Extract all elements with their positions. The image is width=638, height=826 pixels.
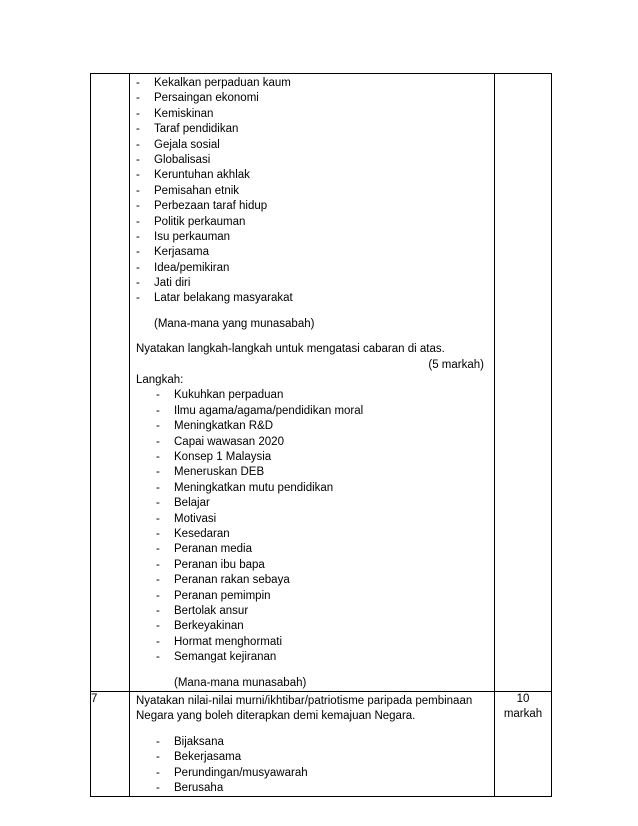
q7-line-1: Nyatakan nilai-nilai murni/ikhtibar/patriotisme paripada pembinaan bbox=[136, 694, 473, 707]
bullet-dash: - bbox=[156, 528, 160, 540]
list-item bbox=[136, 750, 488, 765]
list-item-text: Meneruskan DEB bbox=[174, 466, 265, 479]
list-item bbox=[136, 465, 488, 480]
list-item-text: Belajar bbox=[174, 497, 210, 510]
list-item-text: Peranan rakan sebaya bbox=[174, 574, 290, 587]
list-item bbox=[136, 122, 488, 137]
list-item-text: Capai wawasan 2020 bbox=[174, 435, 284, 448]
list-item-text: Taraf pendidikan bbox=[154, 123, 239, 136]
list-item-text: Isu perkauman bbox=[154, 230, 231, 243]
list-item bbox=[136, 481, 488, 496]
list-item-text: Latar belakang masyarakat bbox=[154, 292, 293, 305]
bullet-dash: - bbox=[156, 781, 160, 794]
q7-marks-value: 10 bbox=[516, 692, 530, 705]
bullet-dash: - bbox=[156, 558, 160, 571]
list-item bbox=[136, 138, 488, 153]
bullet-dash: - bbox=[136, 123, 140, 136]
bullet-dash: - bbox=[156, 451, 160, 464]
list-item bbox=[136, 496, 488, 511]
bullet-dash: - bbox=[136, 184, 140, 197]
bullet-dash: - bbox=[136, 292, 140, 305]
q7-values-list bbox=[136, 735, 488, 797]
steps-list bbox=[136, 388, 488, 665]
list-item bbox=[136, 419, 488, 434]
list-item-text: Perbezaan taraf hidup bbox=[154, 200, 268, 213]
bullet-dash: - bbox=[156, 620, 160, 633]
list-item bbox=[136, 650, 488, 665]
list-item bbox=[136, 261, 488, 276]
list-item-text: Konsep 1 Malaysia bbox=[174, 451, 272, 464]
list-item-text: Bijaksana bbox=[174, 735, 224, 748]
list-item-text: Hormat menghormati bbox=[174, 635, 283, 648]
list-item-text: Jati diri bbox=[154, 277, 191, 290]
bullet-dash: - bbox=[136, 169, 140, 182]
bullet-dash: - bbox=[136, 200, 140, 213]
list-item-text: Kesedaran bbox=[174, 528, 230, 540]
list-item-text: Peranan media bbox=[174, 543, 252, 556]
bullet-dash: - bbox=[136, 107, 140, 120]
bullet-dash: - bbox=[156, 543, 160, 556]
bullet-dash: - bbox=[136, 215, 140, 228]
list-item bbox=[136, 635, 488, 650]
list-item bbox=[136, 168, 488, 183]
list-item bbox=[136, 404, 488, 419]
list-item-text: Bertolak ansur bbox=[174, 604, 249, 617]
list-item-text: Politik perkauman bbox=[154, 215, 246, 228]
bullet-dash: - bbox=[156, 512, 160, 525]
steps-label: Langkah: bbox=[136, 374, 184, 387]
bullet-dash: - bbox=[136, 230, 140, 243]
bullet-dash: - bbox=[156, 574, 160, 587]
table-row bbox=[91, 74, 552, 692]
answer-table bbox=[90, 73, 552, 797]
list-item-text: Kerjasama bbox=[154, 246, 209, 259]
list-item bbox=[136, 76, 488, 91]
bullet-dash: - bbox=[156, 651, 160, 664]
list-item bbox=[136, 291, 488, 306]
list-item-text: Globalisasi bbox=[154, 153, 211, 166]
list-item bbox=[136, 604, 488, 619]
bullet-dash: - bbox=[156, 420, 160, 433]
list-item-text: Bekerjasama bbox=[174, 751, 242, 764]
bullet-dash: - bbox=[136, 246, 140, 259]
list-item bbox=[136, 542, 488, 557]
list-item bbox=[136, 450, 488, 465]
bullet-dash: - bbox=[156, 466, 160, 479]
list-item-text: Meningkatkan mutu pendidikan bbox=[174, 481, 334, 494]
list-item-text: Kekalkan perpaduan kaum bbox=[154, 77, 291, 89]
note-munasabah-1: (Mana-mana yang munasabah) bbox=[154, 317, 315, 330]
bullet-dash: - bbox=[156, 435, 160, 448]
list-item bbox=[136, 435, 488, 450]
list-item bbox=[136, 619, 488, 634]
list-item-text: Kukuhkan perpaduan bbox=[174, 389, 284, 402]
table-row bbox=[91, 691, 552, 796]
list-item bbox=[136, 215, 488, 230]
list-item bbox=[136, 512, 488, 527]
list-item-text: Ilmu agama/agama/pendidikan moral bbox=[174, 404, 364, 417]
challenge-list bbox=[136, 76, 488, 307]
list-item bbox=[136, 153, 488, 168]
bullet-dash: - bbox=[156, 481, 160, 494]
list-item-text: Berkeyakinan bbox=[174, 620, 244, 633]
bullet-dash: - bbox=[136, 77, 140, 89]
bullet-dash: - bbox=[156, 635, 160, 648]
bullet-dash: - bbox=[136, 153, 140, 166]
question-7-cell bbox=[130, 691, 495, 796]
list-item bbox=[136, 388, 488, 403]
list-item-text: Kemiskinan bbox=[154, 107, 214, 120]
list-item-text: Meningkatkan R&D bbox=[174, 420, 274, 433]
list-item bbox=[136, 735, 488, 750]
list-item bbox=[136, 276, 488, 291]
bullet-dash: - bbox=[156, 751, 160, 764]
list-item bbox=[136, 558, 488, 573]
question-number-cell bbox=[91, 74, 130, 692]
list-item bbox=[136, 781, 488, 796]
bullet-dash: - bbox=[156, 404, 160, 417]
list-item-text: Persaingan ekonomi bbox=[154, 92, 259, 105]
answer-cell bbox=[130, 74, 495, 692]
bullet-dash: - bbox=[136, 277, 140, 290]
list-item bbox=[136, 589, 488, 604]
bullet-dash: - bbox=[156, 735, 160, 748]
marks-cell bbox=[495, 74, 552, 692]
list-item-text: Semangat kejiranan bbox=[174, 651, 277, 664]
list-item bbox=[136, 199, 488, 214]
list-item bbox=[136, 91, 488, 106]
question-number-7: 7 bbox=[91, 691, 130, 796]
list-item-text: Berusaha bbox=[174, 781, 224, 794]
list-item bbox=[136, 107, 488, 122]
bullet-dash: - bbox=[156, 589, 160, 602]
list-item-text: Keruntuhan akhlak bbox=[154, 169, 250, 182]
list-item bbox=[136, 573, 488, 588]
list-item-text: Idea/pemikiran bbox=[154, 261, 230, 274]
bullet-dash: - bbox=[136, 261, 140, 274]
bullet-dash: - bbox=[136, 138, 140, 151]
note-munasabah-2: (Mana-mana munasabah) bbox=[174, 676, 307, 689]
list-item bbox=[136, 230, 488, 245]
bullet-dash: - bbox=[136, 92, 140, 105]
question-marks: (5 markah) bbox=[428, 358, 484, 371]
list-item bbox=[136, 184, 488, 199]
q7-line-2: Negara yang boleh diterapkan demi kemajuan Negara. bbox=[136, 710, 416, 723]
list-item-text: Gejala sosial bbox=[154, 138, 220, 151]
list-item-text: Peranan ibu bapa bbox=[174, 558, 265, 571]
bullet-dash: - bbox=[156, 497, 160, 510]
list-item-text: Peranan pemimpin bbox=[174, 589, 271, 602]
list-item bbox=[136, 766, 488, 781]
list-item-text: Pemisahan etnik bbox=[154, 184, 240, 197]
bullet-dash: - bbox=[156, 604, 160, 617]
list-item-text: Perundingan/musyawarah bbox=[174, 766, 308, 779]
question-text: Nyatakan langkah-langkah untuk mengatasi cabaran di atas. bbox=[136, 343, 445, 356]
list-item bbox=[136, 245, 488, 260]
q7-marks-label: markah bbox=[503, 707, 543, 720]
list-item bbox=[136, 527, 488, 542]
list-item-text: Motivasi bbox=[174, 512, 217, 525]
bullet-dash: - bbox=[156, 766, 160, 779]
q7-marks-cell bbox=[495, 691, 552, 796]
bullet-dash: - bbox=[156, 389, 160, 402]
